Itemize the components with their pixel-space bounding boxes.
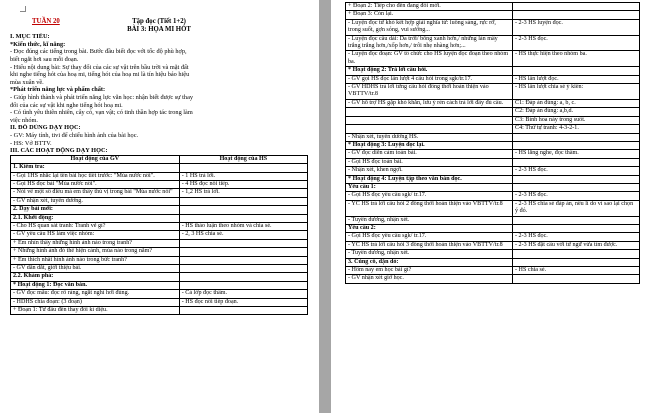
- teacher-activity-cell: 2.2. Khám phá:: [11, 273, 180, 281]
- teacher-activity-cell: - Hôm nay em học bài gì?: [346, 267, 513, 275]
- student-activity-cell: - 2-3 HS đọc.: [513, 167, 640, 175]
- teacher-activity-cell: - Gọi HS đọc yêu cầu sgk/ tr.17.: [346, 192, 513, 200]
- table-row: [11, 290, 308, 298]
- knowledge-heading: *Kiến thức, kĩ năng:: [10, 40, 66, 48]
- table-row: [346, 84, 640, 100]
- table-row: [346, 75, 640, 83]
- table-row: [11, 206, 308, 214]
- student-activity-cell: - 2-3 HS đọc.: [513, 192, 640, 200]
- subject-title: Tập đọc (Tiết 1+2): [132, 18, 186, 25]
- student-activity-cell: C3: Bình hoa này trong suốt.: [513, 116, 640, 124]
- lesson-title: BÀI 3: HỌA MI HÓT: [127, 25, 191, 33]
- teacher-activity-cell: * Hoạt động 2: Trả lời câu hỏi.: [346, 67, 513, 75]
- student-activity-cell: - 1 HS trả lời.: [179, 172, 307, 180]
- table-row: [11, 222, 308, 230]
- table-body: [346, 3, 640, 284]
- teacher-activity-cell: * Hoạt động 1: Đọc văn bản.: [11, 281, 180, 289]
- table-row: [346, 275, 640, 283]
- competence-heading: *Phát triển năng lực và phẩm chất:: [10, 86, 106, 94]
- table-header-row: [11, 155, 308, 163]
- table-row: [346, 200, 640, 216]
- teacher-activity-cell: - GV đọc mẫu: đọc rõ ràng, ngắt nghỉ hơi đúng.: [11, 290, 180, 298]
- section-objectives: I. MỤC TIÊU:: [10, 33, 50, 41]
- table-row: [11, 298, 308, 306]
- teacher-activity-cell: - Tuyên dương, nhận xét.: [346, 216, 513, 224]
- student-activity-cell: C1: Đáp án đúng: a, b, c.: [513, 99, 640, 107]
- teacher-activity-cell: Yêu cầu 2:: [346, 224, 513, 232]
- student-activity-cell: - HS thảo luận theo nhóm và chia sẻ.: [179, 222, 307, 230]
- table-row: [11, 281, 308, 289]
- table-row: [346, 241, 640, 249]
- table-row: [346, 108, 640, 116]
- table-row: [11, 214, 308, 222]
- teacher-activity-cell: * Hoạt động 3: Luyện đọc lại.: [346, 141, 513, 149]
- table-row: [346, 133, 640, 141]
- col-student-header: Hoạt động của HS: [179, 155, 307, 163]
- table-row: [346, 51, 640, 67]
- table-body: [11, 164, 308, 315]
- teacher-activity-cell: 2.1. Khởi động:: [11, 214, 180, 222]
- table-row: [11, 172, 308, 180]
- teacher-activity-cell: - Nhận xét, tuyên dương HS.: [346, 133, 513, 141]
- left-page: [0, 0, 319, 413]
- text-line: - Đọc đúng các tiếng trong bài. Bước đầu biết đọc với tốc độ phù hợp,: [10, 48, 187, 56]
- table-row: [346, 141, 640, 149]
- teacher-activity-cell: - Cho HS quan sát tranh: Tranh vẽ gì?: [11, 222, 180, 230]
- teacher-activity-cell: - Gọi HS đọc yêu cầu sgk/ tr.17.: [346, 233, 513, 241]
- table-row: [346, 175, 640, 183]
- table-row: [11, 180, 308, 188]
- section-tools: II. ĐỒ DÙNG DẠY HỌC:: [10, 124, 81, 132]
- student-activity-cell: [179, 264, 307, 272]
- student-activity-cell: [513, 158, 640, 166]
- table-row: [346, 158, 640, 166]
- right-page-content: [345, 2, 639, 284]
- teacher-activity-cell: - GV yêu cầu HS làm việc nhóm:: [11, 231, 180, 239]
- student-activity-cell: [513, 224, 640, 232]
- student-activity-cell: [179, 273, 307, 281]
- table-row: [11, 189, 308, 197]
- student-activity-cell: [513, 275, 640, 283]
- activities-table-left: [10, 155, 308, 316]
- table-row: [346, 192, 640, 200]
- student-activity-cell: - HS chia sẻ.: [513, 267, 640, 275]
- teacher-activity-cell: - YC HS trả lời câu hỏi 2 đồng thời hoàn thiện vào VBTTV/tr.8: [346, 200, 513, 216]
- teacher-activity-cell: + Đoạn 1: Từ đầu đến thay đổi kì diệu.: [11, 307, 180, 315]
- table-row: [346, 35, 640, 51]
- table-row: [346, 116, 640, 124]
- student-activity-cell: [513, 175, 640, 183]
- table-row: [346, 233, 640, 241]
- student-activity-cell: [179, 164, 307, 172]
- teacher-activity-cell: - GV nhận xét, tuyên dương.: [11, 197, 180, 205]
- teacher-activity-cell: * Hoạt động 4: Luyện tập theo văn bản đọc.: [346, 175, 513, 183]
- table-row: [346, 99, 640, 107]
- table-row: [11, 197, 308, 205]
- tools-line: - GV: Máy tính, tivi để chiếu hình ảnh của bài học.: [10, 131, 139, 139]
- student-activity-cell: [513, 250, 640, 258]
- student-activity-cell: [179, 281, 307, 289]
- teacher-activity-cell: Yêu cầu 1:: [346, 183, 513, 191]
- table-row: [346, 67, 640, 75]
- table-row: [346, 125, 640, 133]
- student-activity-cell: [179, 214, 307, 222]
- table-row: [346, 11, 640, 19]
- student-activity-cell: - 4 HS đọc nối tiếp.: [179, 180, 307, 188]
- right-page: [331, 0, 650, 413]
- student-activity-cell: - 2-3 HS luyện đọc.: [513, 19, 640, 35]
- teacher-activity-cell: 1. Kiểm tra:: [11, 164, 180, 172]
- teacher-activity-cell: - GV nhận xét giờ học.: [346, 275, 513, 283]
- text-line: - Có tình yêu thiên nhiên, cây cỏ, vạn vật; có tinh thần hợp tác trong làm: [10, 109, 193, 117]
- teacher-activity-cell: - HDHS chia đoạn: (3 đoạn): [11, 298, 180, 306]
- teacher-activity-cell: - GV dẫn dắt, giới thiệu bài.: [11, 264, 180, 272]
- teacher-activity-cell: + Em nhìn thấy những hình ảnh nào trong tranh?: [11, 239, 180, 247]
- tools-line: - HS: Vở BTTV.: [10, 139, 52, 147]
- text-line: đổi của các sự vật khi nghe tiếng hót hoạ mi.: [10, 101, 123, 109]
- student-activity-cell: - HS thực hiện theo nhóm ba.: [513, 51, 640, 67]
- teacher-activity-cell: - GV gọi HS đọc lần lượt 4 câu hỏi trong sgk/tr.17.: [346, 75, 513, 83]
- text-line: khi nghe tiếng hót của hoạ mi, tiếng hót của hoạ mi là tín hiệu báo hiệu: [10, 71, 190, 79]
- competence-lines: [10, 94, 308, 124]
- table-row: [11, 273, 308, 281]
- teacher-activity-cell: 2. Dạy bài mới:: [11, 206, 180, 214]
- teacher-activity-cell: - Luyện đọc câu dài: Da trời/ bỗng xanh hơn,/ những làn mây trắng trắng hơn,/xốp hơn,/ trôi nhẹ nhàng hơn;...: [346, 35, 513, 51]
- student-activity-cell: - HS lần lượt chia sẻ ý kiến:: [513, 84, 640, 100]
- teacher-activity-cell: - GV hỗ trợ HS gặp khó khăn, lưu ý rèn cách trả lời đầy đủ câu.: [346, 99, 513, 107]
- table-row: [11, 239, 308, 247]
- teacher-activity-cell: 3. Củng cố, dặn dò:: [346, 258, 513, 266]
- teacher-activity-cell: [346, 125, 513, 133]
- student-activity-cell: [179, 256, 307, 264]
- table-row: [346, 183, 640, 191]
- knowledge-lines: [10, 48, 308, 86]
- student-activity-cell: [513, 216, 640, 224]
- teacher-activity-cell: - Nhận xét, khen ngợi.: [346, 167, 513, 175]
- student-activity-cell: - 2-3 HS đọc.: [513, 35, 640, 51]
- student-activity-cell: [513, 133, 640, 141]
- student-activity-cell: [179, 197, 307, 205]
- student-activity-cell: [513, 183, 640, 191]
- teacher-activity-cell: - YC HS trả lời câu hỏi 3 đồng thời hoàn thiện vào VBTTV/tr.8: [346, 241, 513, 249]
- table-row: [346, 3, 640, 11]
- student-activity-cell: - Cả lớp đọc thầm.: [179, 290, 307, 298]
- table-row: [346, 167, 640, 175]
- teacher-activity-cell: - Gọi HS đọc toàn bài.: [346, 158, 513, 166]
- student-activity-cell: [179, 239, 307, 247]
- student-activity-cell: - 2-3 HS đặt câu với từ ngữ vừa tìm được.: [513, 241, 640, 249]
- teacher-activity-cell: - Gọi 1HS nhắc lại tên bài học tiết trước: "Mùa nước nổi".: [11, 172, 180, 180]
- student-activity-cell: [513, 67, 640, 75]
- student-activity-cell: [513, 141, 640, 149]
- teacher-activity-cell: + Đoạn 2: Tiếp cho đến đang đổi mới.: [346, 3, 513, 11]
- teacher-activity-cell: + Em thích nhất hình ảnh nào trong bức tranh?: [11, 256, 180, 264]
- table-row: [11, 264, 308, 272]
- table-row: [11, 164, 308, 172]
- section-activities: III. CÁC HOẠT ĐỘNG DẠY HỌC:: [10, 147, 108, 155]
- table-row: [11, 248, 308, 256]
- activities-table-right: [345, 2, 640, 284]
- teacher-activity-cell: - Nói về một số điều mà em thấy thú vị trong bài "Mùa nước nổi": [11, 189, 180, 197]
- student-activity-cell: [513, 11, 640, 19]
- text-line: biết ngắt hơi sau mỗi đoạn.: [10, 55, 79, 63]
- table-row: [346, 267, 640, 275]
- student-activity-cell: - 2-3 HS chia sẻ đáp án, nêu lí do vì sao lại chọn ý đó.: [513, 200, 640, 216]
- student-activity-cell: - 1,2 HS trả lời.: [179, 189, 307, 197]
- table-row: [346, 216, 640, 224]
- teacher-activity-cell: - Luyện đọc từ khó kết hợp giải nghĩa từ: luồng sáng, rực rỡ, trong suốt, gợn sóng, vui sướng...: [346, 19, 513, 35]
- teacher-activity-cell: - Tuyên dương, nhận xét.: [346, 250, 513, 258]
- student-activity-cell: - HS lắng nghe, đọc thầm.: [513, 150, 640, 158]
- teacher-activity-cell: - Luyện đọc đoạn: GV tổ chức cho HS luyện đọc đoạn theo nhóm ba.: [346, 51, 513, 67]
- table-row: [346, 258, 640, 266]
- teacher-activity-cell: - Gọi HS đọc bài "Mùa nước nổi".: [11, 180, 180, 188]
- student-activity-cell: - HS lần lượt đọc.: [513, 75, 640, 83]
- crop-mark: [20, 6, 26, 12]
- student-activity-cell: [179, 307, 307, 315]
- student-activity-cell: C4: Thứ tự tranh: 4-3-2-1.: [513, 125, 640, 133]
- teacher-activity-cell: [346, 108, 513, 116]
- student-activity-cell: C2: Đáp án đúng: a,b,d.: [513, 108, 640, 116]
- table-row: [11, 307, 308, 315]
- teacher-activity-cell: + Đoạn 3: Còn lại.: [346, 11, 513, 19]
- student-activity-cell: [513, 3, 640, 11]
- table-row: [11, 231, 308, 239]
- text-line: mùa xuân về.: [10, 78, 44, 86]
- left-page-content: [10, 18, 308, 315]
- col-teacher-header: Hoạt động của GV: [11, 155, 180, 163]
- teacher-activity-cell: [346, 116, 513, 124]
- student-activity-cell: - HS đọc nối tiếp đoạn.: [179, 298, 307, 306]
- table-row: [346, 250, 640, 258]
- table-row: [11, 256, 308, 264]
- table-row: [346, 224, 640, 232]
- table-row: [346, 150, 640, 158]
- student-activity-cell: [513, 258, 640, 266]
- student-activity-cell: - 2-3 HS đọc.: [513, 233, 640, 241]
- table-row: [346, 19, 640, 35]
- teacher-activity-cell: - GV đọc diễn cảm toàn bài.: [346, 150, 513, 158]
- student-activity-cell: [179, 206, 307, 214]
- week-title: TUẦN 20: [32, 18, 60, 25]
- text-line: - Hiểu nội dung bài: Sự thay đổi của các sự vật trên bầu trời và mặt đất: [10, 63, 189, 71]
- teacher-activity-cell: + Những hình ảnh đó thể hiện cảnh, mùa nào trong năm?: [11, 248, 180, 256]
- text-line: - Giúp hình thành và phát triển năng lực văn học: nhận biết được sự thay: [10, 93, 194, 101]
- teacher-activity-cell: - GV HDHS trả lời từng câu hỏi đồng thời hoàn thiện vào VBTTV/tr.8: [346, 84, 513, 100]
- student-activity-cell: [179, 248, 307, 256]
- student-activity-cell: - 2, 3 HS chia sẻ.: [179, 231, 307, 239]
- text-line: việc nhóm.: [10, 116, 38, 124]
